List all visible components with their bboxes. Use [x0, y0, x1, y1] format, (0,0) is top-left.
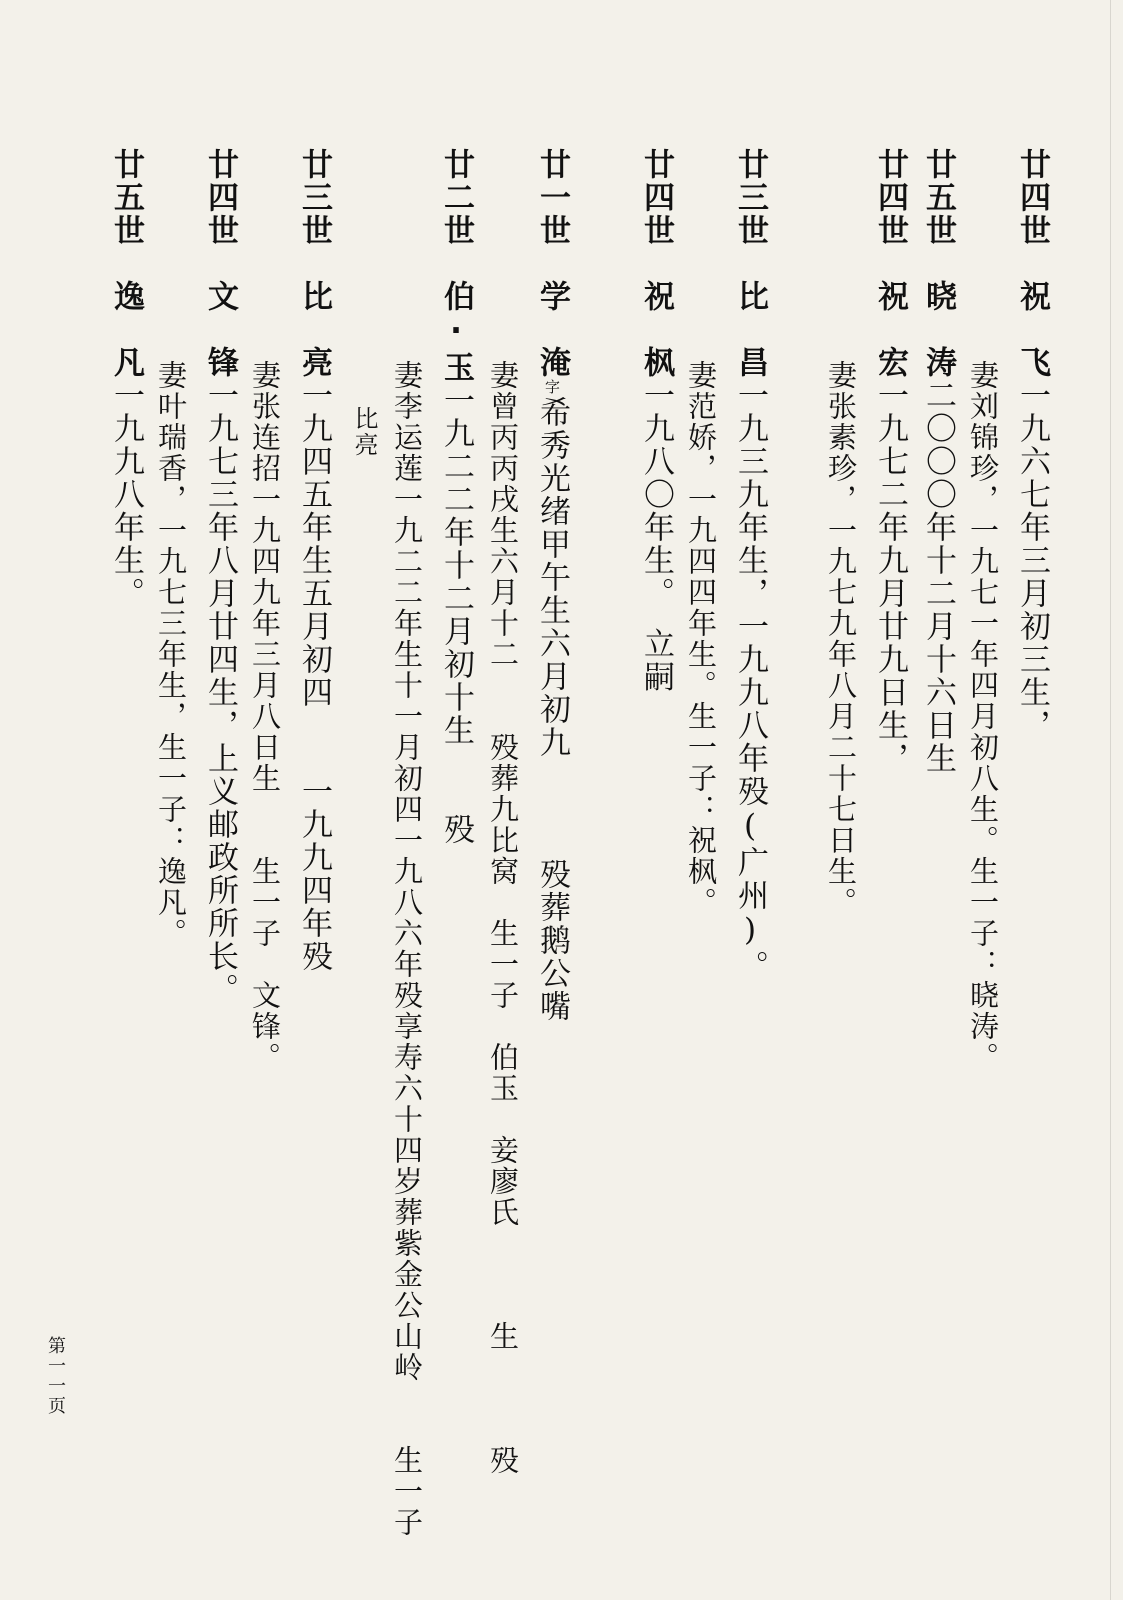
wife-record: [154, 360, 188, 949]
generation-label: 廿五世: [108, 148, 144, 247]
wife-record: [966, 360, 1000, 1073]
generation-label: 廿三世: [732, 148, 768, 247]
courtesy-name-mark: 字: [543, 379, 561, 396]
person-record: 一九四五年生五月初四 一九九四年殁: [296, 379, 332, 973]
person-name: 学 淹: [534, 280, 570, 379]
generation-label: 廿四世: [1014, 148, 1050, 247]
person-name: 祝 枫: [638, 280, 674, 379]
son-note: [352, 406, 376, 458]
page-number: 第一一页: [45, 1336, 66, 1416]
spacer: [296, 247, 332, 280]
wife-record: [486, 360, 520, 1476]
entry-bi-liang: [296, 148, 332, 973]
wife-text: 妻李运莲一九二二年生十一月初四一九八六年殁享寿六十四岁葬紫金公山岭 生一子: [390, 360, 424, 1538]
wife-text: 妻范娇，一九四四年生。生一子：祝枫。: [684, 360, 718, 918]
person-record: 一九八〇年生。 立嗣: [638, 379, 674, 694]
entry-xue-yan: [534, 148, 570, 1023]
spacer: [438, 247, 474, 280]
entry-bo-yu: [438, 148, 474, 846]
spacer: [732, 247, 768, 280]
generation-label: 廿三世: [296, 148, 332, 247]
entry-zhu-feng: [638, 148, 674, 694]
wife-record: [390, 360, 424, 1538]
son-note-text: 比亮: [350, 406, 378, 458]
person-name: 祝 飞: [1014, 280, 1050, 379]
wife-text: 妻张连招一九四九年三月八日生 生一子 文锋。: [248, 360, 282, 1073]
person-name: 伯·玉: [438, 280, 474, 384]
person-name: 比 亮: [296, 280, 332, 379]
person-record: 一九二二年十二月初十生 殁: [438, 384, 474, 846]
person-record: 一九七二年九月廿九日生，: [872, 379, 908, 775]
person-name: 文 锋: [202, 280, 238, 379]
person-name: 逸 凡: [108, 280, 144, 379]
wife-text: 妻张素珍，一九七九年八月二十七日生。: [824, 360, 858, 918]
entry-xiao-tao: [920, 148, 956, 775]
person-name: 祝 宏: [872, 280, 908, 379]
person-name: 比 昌: [732, 280, 768, 379]
person-name: 晓 涛: [920, 280, 956, 379]
wife-record: [248, 360, 282, 1073]
person-record: 一九七三年八月廿四生，上义邮政所所长。: [202, 379, 238, 1006]
generation-label: 廿四世: [638, 148, 674, 247]
generation-label: 廿一世: [534, 148, 570, 247]
wife-record: [684, 360, 718, 918]
spacer: [534, 247, 570, 280]
entry-yi-fan: [108, 148, 144, 610]
generation-label: 廿二世: [438, 148, 474, 247]
entry-bi-chang: [732, 148, 768, 983]
wife-text: 妻曾丙丙戌生六月十二 殁葬九比窝 生一子 伯玉 妾廖氏 生 殁: [486, 360, 520, 1476]
person-record: 一九三九年生，一九九八年殁(广州)。: [732, 379, 768, 983]
wife-text: 妻刘锦珍，一九七一年四月初八生。生一子：晓涛。: [966, 360, 1000, 1073]
generation-label: 廿四世: [202, 148, 238, 247]
wife-record: [824, 360, 858, 918]
person-name: [1014, 247, 1050, 280]
entry-zhu-hong: [872, 148, 908, 775]
spacer: [638, 247, 674, 280]
person-record: 希秀光绪甲午生六月初九 殁葬鹅公嘴: [534, 396, 570, 1023]
person-record: 二〇〇〇年十二月十六日生: [920, 379, 956, 775]
spacer: [108, 247, 144, 280]
spacer: [872, 247, 908, 280]
entry-zhu-fei: [1014, 148, 1050, 742]
person-record: 一九六七年三月初三生，: [1014, 379, 1050, 742]
spacer: [920, 247, 956, 280]
generation-label: 廿四世: [872, 148, 908, 247]
page-edge-line: [1110, 0, 1111, 1600]
wife-text: 妻叶瑞香，一九七三年生，生一子：逸凡。: [154, 360, 188, 949]
entry-wen-feng: [202, 148, 238, 1006]
spacer: [202, 247, 238, 280]
person-record: 一九九八年生。: [108, 379, 144, 610]
generation-label: 廿五世: [920, 148, 956, 247]
